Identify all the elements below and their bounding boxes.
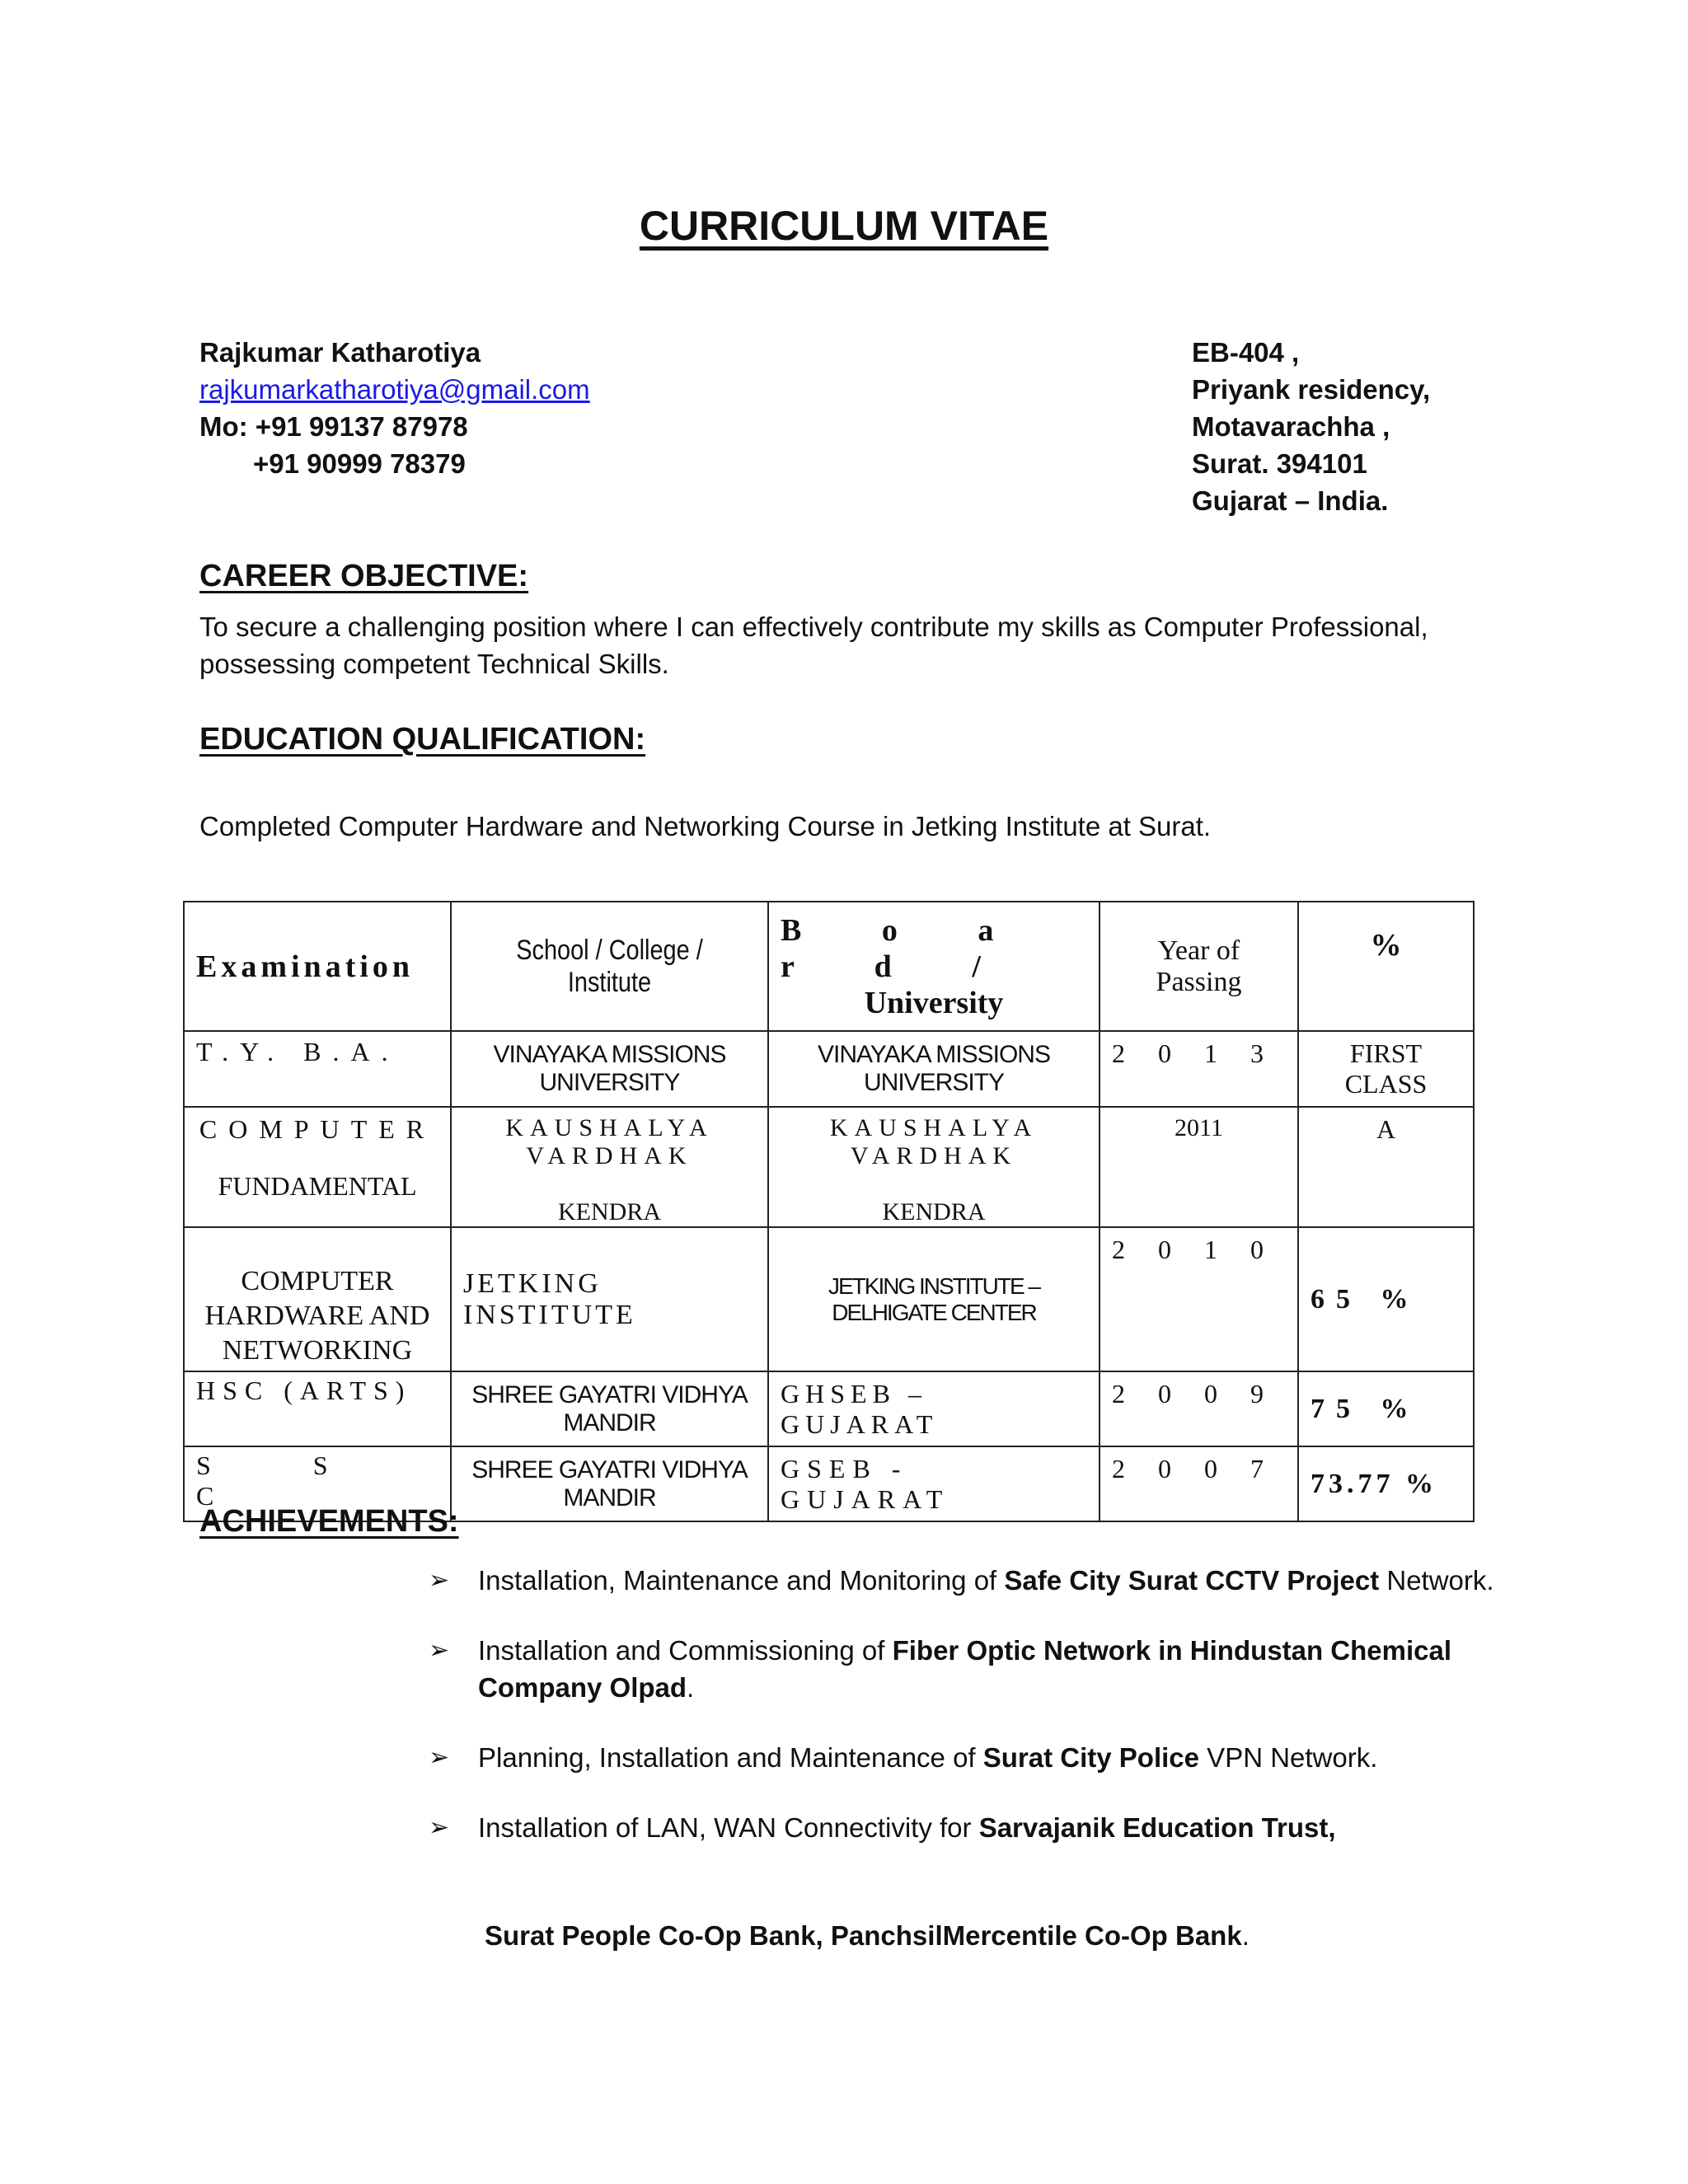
career-objective-text: To secure a challenging position where I can effectively contribute my skills as Computer Professional, possessing competent Technical Skills. [199, 612, 1428, 679]
table-row [184, 1227, 1474, 1371]
email-link[interactable]: rajkumarkatharotiya@gmail.com [199, 374, 590, 405]
cell-school: JETKING INSTITUTE [451, 1227, 768, 1371]
header-school: School / College / Institute [475, 902, 744, 1031]
achievement-bold: Surat City Police [982, 1742, 1200, 1773]
cell-board: JETKING INSTITUTE – DELHIGATE CENTER [768, 1227, 1100, 1371]
achievement-bold: Safe City Surat CCTV Project [1004, 1565, 1380, 1596]
header-year: Year of Passing [1100, 902, 1298, 1031]
list-item [429, 1809, 1500, 1846]
cell-school-line1: KAUSHALYA VARDHAK [505, 1114, 714, 1169]
achievement-continuation-end: . [1241, 1920, 1250, 1951]
address-line: Surat. 394101 [1192, 448, 1367, 479]
cell-board: GSEB - GUJARAT [768, 1446, 1100, 1521]
address-line: Priyank residency, [1192, 374, 1431, 405]
achievement-text-end: Network. [1379, 1565, 1494, 1596]
header-board [768, 902, 1100, 1031]
header-examination: Examination [184, 902, 451, 1031]
cell-percent: A [1298, 1107, 1474, 1227]
education-table [183, 901, 1475, 1522]
list-item [429, 1739, 1500, 1776]
address-line: Motavarachha , [1192, 411, 1390, 442]
achievement-continuation [485, 1917, 1250, 1954]
cell-school: VINAYAKA MISSIONS UNIVERSITY [451, 1031, 768, 1107]
page-title: CURRICULUM VITAE [639, 203, 1049, 249]
address-line: Gujarat – India. [1192, 485, 1389, 516]
arrow-bullet-icon: ➢ [429, 1814, 450, 1841]
achievement-text: Installation, Maintenance and Monitoring of [478, 1565, 1005, 1596]
mobile-primary: Mo: +91 99137 87978 [199, 411, 468, 442]
cell-year: 2013 [1100, 1031, 1298, 1107]
cell-school-line2: KENDRA [558, 1198, 661, 1226]
table-row [184, 1031, 1474, 1107]
cell-percent: 65 % [1298, 1227, 1474, 1371]
cell-board-line2: KENDRA [882, 1198, 986, 1226]
achievement-text: Planning, Installation and Maintenance of [478, 1742, 983, 1773]
achievement-text-end: VPN Network. [1199, 1742, 1378, 1773]
cell-school: SHREE GAYATRI VIDHYA MANDIR [451, 1371, 768, 1446]
header-board-line2: University [864, 985, 1004, 1020]
cell-exam: HSC (ARTS) [184, 1371, 451, 1446]
cell-year: 2007 [1100, 1446, 1298, 1521]
cell-board-line1: KAUSHALYA VARDHAK [829, 1114, 1039, 1169]
cell-school: SHREE GAYATRI VIDHYA MANDIR [451, 1446, 768, 1521]
cell-exam-line2: FUNDAMENTAL [218, 1171, 417, 1201]
address-block [1192, 334, 1430, 519]
cell-board [768, 1107, 1100, 1227]
career-objective-heading: CAREER OBJECTIVE: [199, 559, 529, 593]
applicant-name: Rajkumar Katharotiya [199, 337, 481, 368]
list-item [429, 1562, 1500, 1599]
achievement-bold: Fiber Optic Network in Hindustan Chemical Company Olpad [478, 1635, 1452, 1703]
achievements-list [429, 1562, 1500, 1879]
education-heading: EDUCATION QUALIFICATION: [199, 722, 646, 757]
achievement-text: Installation and Commissioning of [478, 1635, 893, 1666]
cell-exam [184, 1107, 451, 1227]
cell-year: 2010 [1100, 1227, 1298, 1371]
arrow-bullet-icon: ➢ [429, 1744, 450, 1771]
achievement-continuation-bold: Surat People Co-Op Bank, PanchsilMercentile Co-Op Bank [485, 1920, 1242, 1951]
achievement-bold: Sarvajanik Education Trust, [978, 1812, 1336, 1843]
cell-board: GHSEB – GUJARAT [768, 1371, 1100, 1446]
cell-exam: COMPUTER HARDWARE AND NETWORKING [184, 1227, 451, 1371]
cell-exam: S S C [184, 1446, 451, 1521]
achievement-text-end: . [687, 1672, 695, 1703]
table-header-row [184, 902, 1474, 1031]
achievements-heading: ACHIEVEMENTS: [199, 1504, 459, 1539]
cell-exam-line1: COMPUTER [199, 1114, 436, 1144]
arrow-bullet-icon: ➢ [429, 1637, 450, 1664]
education-intro: Completed Computer Hardware and Networking Course in Jetking Institute at Surat. [199, 811, 1212, 841]
list-item [429, 1632, 1500, 1706]
mobile-secondary: +91 90999 78379 [253, 448, 466, 479]
cell-percent: 75 % [1298, 1371, 1474, 1446]
cell-board: VINAYAKA MISSIONS UNIVERSITY [768, 1031, 1100, 1107]
cell-percent: 73.77 % [1298, 1446, 1474, 1521]
header-board-line1: B o a r d / [781, 912, 1030, 984]
table-row [184, 1107, 1474, 1227]
cell-school [451, 1107, 768, 1227]
header-percent: % [1298, 902, 1474, 1031]
address-line: EB-404 , [1192, 337, 1300, 368]
cell-exam: T.Y. B.A. [184, 1031, 451, 1107]
arrow-bullet-icon: ➢ [429, 1567, 450, 1594]
cell-percent: FIRST CLASS [1298, 1031, 1474, 1107]
cell-year: 2011 [1100, 1107, 1298, 1227]
contact-block [199, 334, 590, 482]
table-row [184, 1371, 1474, 1446]
cell-year: 2009 [1100, 1371, 1298, 1446]
achievement-text: Installation of LAN, WAN Connectivity for [478, 1812, 979, 1843]
